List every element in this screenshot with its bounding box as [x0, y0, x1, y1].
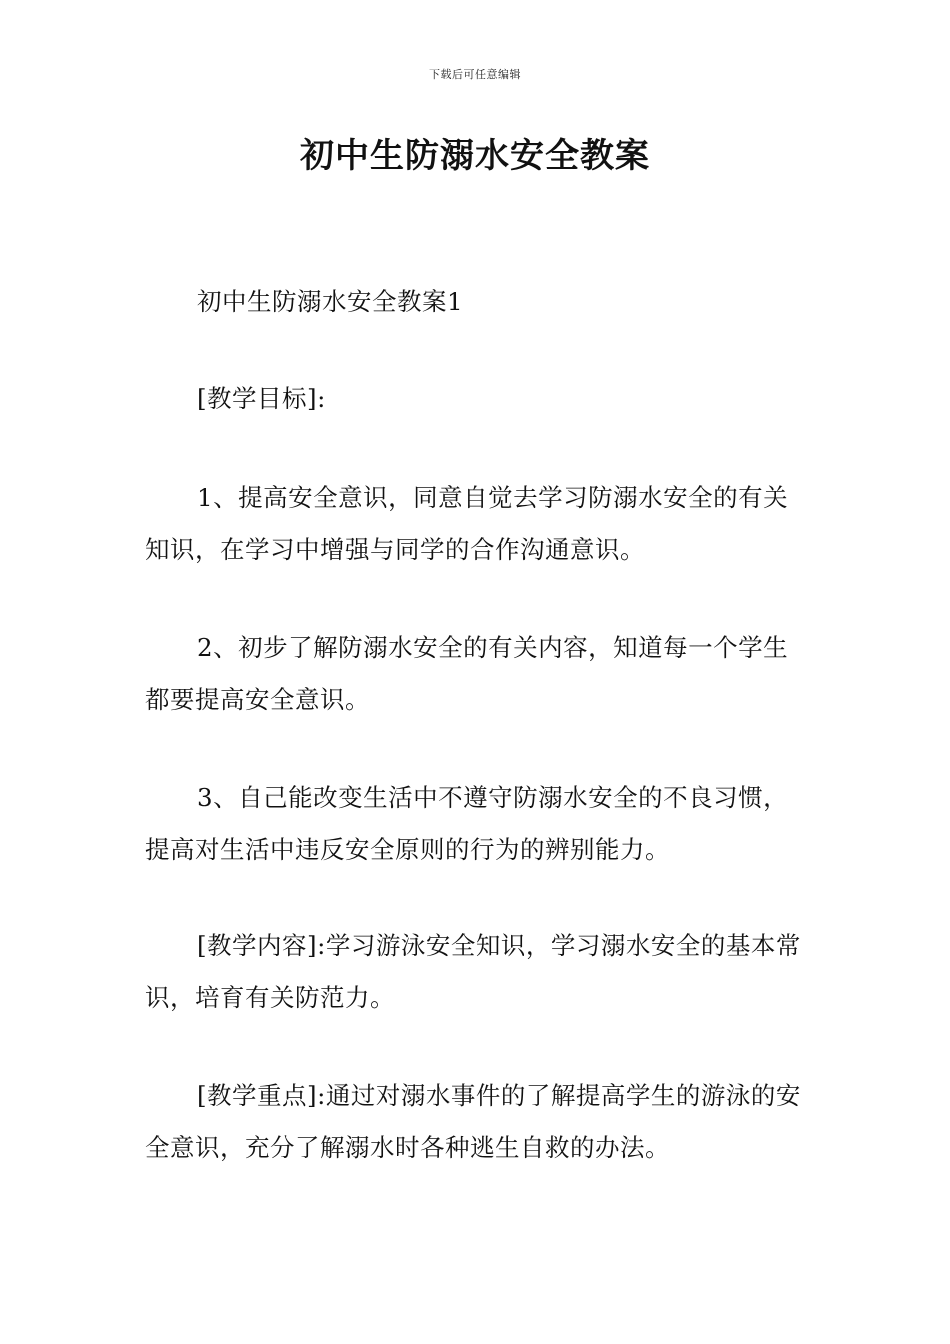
teaching-key-points: [教学重点]:通过对溺水事件的了解提高学生的游泳的安全意识，充分了解溺水时各种逃生自救的办法。 [145, 1081, 801, 1162]
section-subtitle: 初中生防溺水安全教案1 [197, 287, 464, 316]
teaching-goal-3: 3、自己能改变生活中不遵守防溺水安全的不良习惯，提高对生活中违反安全原则的行为的辨别能力。 [145, 783, 789, 864]
document-title: 初中生防溺水安全教案 [300, 136, 650, 176]
teaching-goal-2: 2、初步了解防溺水安全的有关内容，知道每一个学生都要提高安全意识。 [145, 633, 789, 714]
teaching-goal-1: 1、提高安全意识，同意自觉去学习防溺水安全的有关知识，在学习中增强与同学的合作沟通意识。 [145, 483, 789, 564]
teaching-content: [教学内容]:学习游泳安全知识，学习溺水安全的基本常识，培育有关防范力。 [145, 931, 801, 1012]
header-note: 下载后可任意编辑 [429, 68, 521, 81]
teaching-goals-heading: [教学目标]: [197, 384, 326, 413]
